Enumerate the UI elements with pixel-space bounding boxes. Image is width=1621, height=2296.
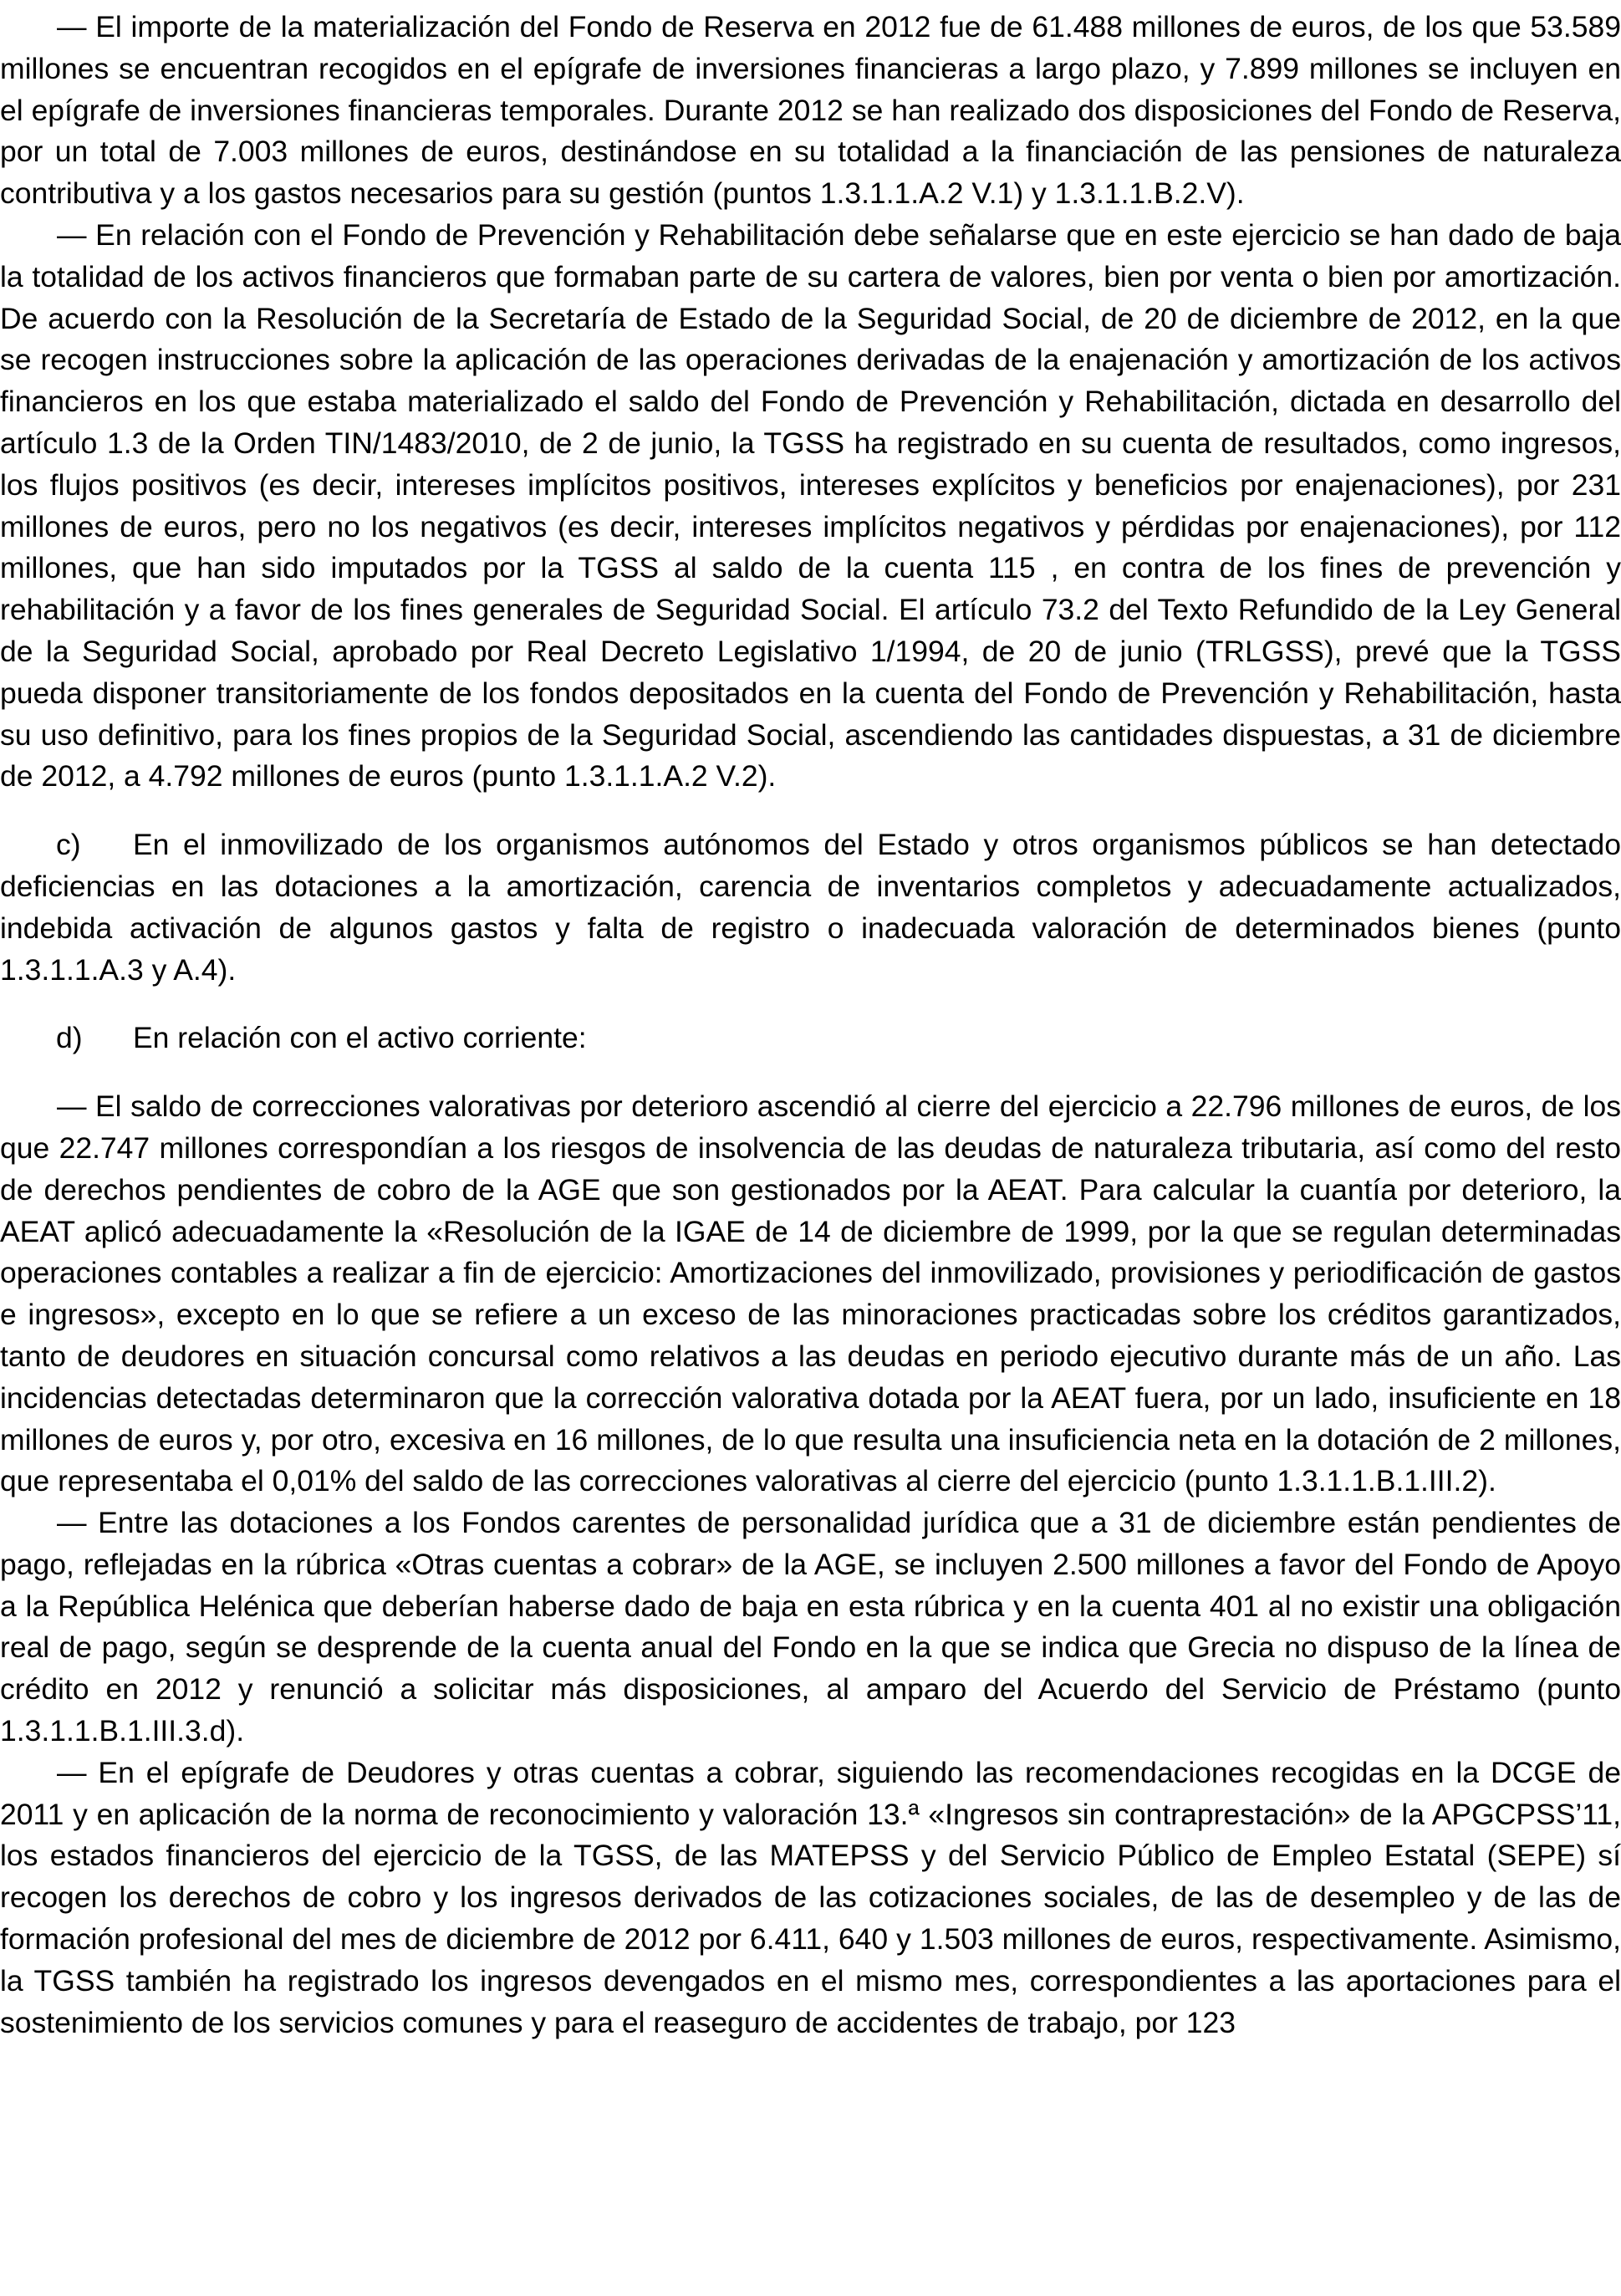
list-item-c (0, 824, 1621, 991)
list-text-d: En relación con el activo corriente: (133, 1021, 587, 1055)
list-marker-d: d) (56, 1021, 83, 1055)
paragraph-fondo-prevencion: — En relación con el Fondo de Prevención y Rehabilitación debe señalarse que en este ejercicio se han dado de baja la totalidad de los activos financieros que formaban parte de su cartera de valores, bien por venta o bien por amortización. De acuerdo con la Resolución de la Secretaría de Estado de la Seguridad Social, de 20 de diciembre de 2012, en la que se recogen instrucciones sobre la aplicación de las operaciones derivadas de la enajenación y amortización de los activos financieros en los que estaba materializado el saldo del Fondo de Prevención y Rehabilitación, dictada en desarrollo del artículo 1.3 de la Orden TIN/1483/2010, de 2 de junio, la TGSS ha registrado en su cuenta de resultados, como ingresos, los flujos positivos (es decir, intereses implícitos positivos, intereses explícitos y beneficios por enajenaciones), por 231 millones de euros, pero no los negativos (es decir, intereses implícitos negativos y pérdidas por enajenaciones), por 112 millones, que han sido imputados por la TGSS al saldo de la cuenta 115 , en contra de los fines de prevención y rehabilitación y a favor de los fines generales de Seguridad Social. El artículo 73.2 del Texto Refundido de la Ley General de la Seguridad Social, aprobado por Real Decreto Legislativo 1/1994, de 20 de junio (TRLGSS), prevé que la TGSS pueda disponer transitoriamente de los fondos depositados en la cuenta del Fondo de Prevención y Rehabilitación, hasta su uso definitivo, para los fines propios de la Seguridad Social, ascendiendo las cantidades dispuestas, a 31 de diciembre de 2012, a 4.792 millones de euros (punto 1.3.1.1.A.2 V.2). (0, 217, 1621, 793)
paragraph-fondos-sin-personalidad: — Entre las dotaciones a los Fondos carentes de personalidad jurídica que a 31 de diciembre están pendientes de pago, reflejadas en la rúbrica «Otras cuentas a cobrar» de la AGE, se incluyen 2.500 millones a favor del Fondo de Apoyo a la República Helénica que deberían haberse dado de baja en esta rúbrica y en la cuenta 401 al no existir una obligación real de pago, según se desprende de la cuenta anual del Fondo en la que se indica que Grecia no dispuso de la línea de crédito en 2012 y renunció a solicitar más disposiciones, al amparo del Acuerdo del Servicio de Préstamo (punto 1.3.1.1.B.1.III.3.d). (0, 1506, 1621, 1748)
paragraph-correcciones-valorativas: — El saldo de correcciones valorativas por deterioro ascendió al cierre del ejercicio a 22.796 millones de euros, de los que 22.747 millones correspondían a los riesgos de insolvencia de las deudas de naturaleza tributaria, así como del resto de derechos pendientes de cobro de la AGE que son gestionados por la AEAT. Para calcular la cuantía por deterioro, la AEAT aplicó adecuadamente la «Resolución de la IGAE de 14 de diciembre de 1999, por la que se regulan determinadas operaciones contables a realizar a fin de ejercicio: Amortizaciones del inmovilizado, provisiones y periodificación de gastos e ingresos», excepto en lo que se refiere a un exceso de las minoraciones practicadas sobre los créditos garantizados, tanto de deudores en situación concursal como relativos a las deudas en periodo ejecutivo durante más de un año. Las incidencias detectadas determinaron que la corrección valorativa dotada por la AEAT fuera, por un lado, insuficiente en 18 millones de euros y, por otro, excesiva en 16 millones, de lo que resulta una insuficiencia neta en la dotación de 2 millones, que representaba el 0,01% del saldo de las correcciones valorativas al cierre del ejercicio (punto 1.3.1.1.B.1.III.2). (0, 1089, 1621, 1498)
list-marker-c: c) (56, 828, 81, 862)
paragraph-fondo-reserva: — El importe de la materialización del Fondo de Reserva en 2012 fue de 61.488 millones de euros, de los que 53.589 millones se encuentran recogidos en el epígrafe de inversiones financieras a largo plazo, y 7.899 millones se incluyen en el epígrafe de inversiones financieras temporales. Durante 2012 se han realizado dos disposiciones del Fondo de Reserva, por un total de 7.003 millones de euros, destinándose en su totalidad a la financiación de las pensiones de naturaleza contributiva y a los gastos necesarios para su gestión (puntos 1.3.1.1.A.2 V.1) y 1.3.1.1.B.2.V). (0, 10, 1621, 211)
list-item-d (0, 1018, 1621, 1059)
paragraph-deudores: — En el epígrafe de Deudores y otras cuentas a cobrar, siguiendo las recomendaciones recogidas en la DCGE de 2011 y en aplicación de la norma de reconocimiento y valoración 13.ª «Ingresos sin contraprestación» de la APGCPSS’11, los estados financieros del ejercicio de la TGSS, de las MATEPSS y del Servicio Público de Empleo Estatal (SEPE) sí recogen los derechos de cobro y los ingresos derivados de las cotizaciones sociales, de las de desempleo y de las de formación profesional del mes de diciembre de 2012 por 6.411, 640 y 1.503 millones de euros, respectivamente. Asimismo, la TGSS también ha registrado los ingresos devengados en el mismo mes, correspondientes a las aportaciones para el sostenimiento de los servicios comunes y para el reaseguro de accidentes de trabajo, por 123 (0, 1755, 1621, 2039)
document-page (0, 7, 1621, 2043)
list-text-c: En el inmovilizado de los organismos autónomos del Estado y otros organismos públicos se han detectado deficiencias en las dotaciones a la amortización, carencia de inventarios completos y adecuadamente actualizados, indebida activación de algunos gastos y falta de registro o inadecuada valoración de determinados bienes (punto 1.3.1.1.A.3 y A.4). (0, 828, 1621, 987)
